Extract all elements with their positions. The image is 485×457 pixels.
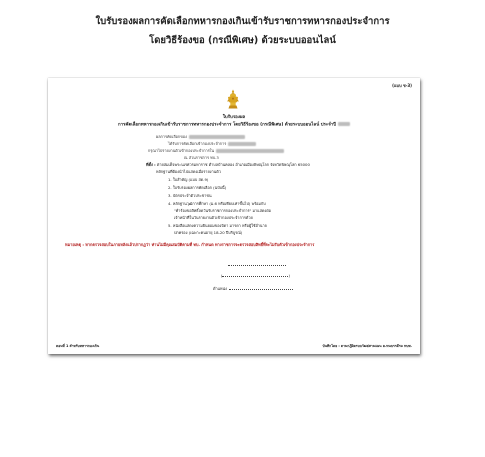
form-code: (แบบ ช-3) [392, 83, 412, 88]
doc-item: 4. หลักฐานวุฒิการศึกษา (ม.6 หรือเทียบเท่าขึ้นไป) พร้อมกับ [168, 201, 266, 206]
footer-right: บันทึกโดย : ตามกฎีผิดรบบวัฒย่สามแผน ค.ทนบรรดีรม ทบท. [322, 344, 412, 348]
result-of-field: ผลการคัดเลือกของ [156, 134, 245, 139]
doc-item: 3. บัตรประจำตัวประชาชน [168, 193, 212, 198]
selected-unit-field: ได้รับการคัดเลือกเข้ากองประจำการ [168, 141, 256, 146]
doc-item: 5. หนังสือแสดงความยินยอมของบิดา มารดา หรือผู้ใช้อำนาจ [168, 223, 267, 228]
doc-item: 2. ใบรับรองผลการคัดเลือก (ฉบับนี้) [168, 185, 227, 190]
footer-left: ตอนที่ 1 สำหรับทหารกองเกิน [56, 344, 100, 348]
signature-line [228, 265, 286, 266]
page-heading-line2: โดยวิธีร้องขอ (กรณีพิเศษ) ด้วยระบบออนไลน์ [149, 35, 336, 46]
certificate-document [48, 78, 420, 354]
doc-item: เจ้าหน้าที่ในวันรายงานตัวเข้ากองประจำการด้วย [174, 215, 253, 220]
unit-location-field: ณ ส่วนราชการ ทบ.3 [184, 155, 219, 160]
address-field: ที่ตั้ง : ต่ายสมเด็จพระนเรศวรมหาราช ตำบลบ้านคลอง อำเภอเมืองพิษณุโลก จังหวัดพิษณุโลก 65000 [146, 162, 310, 167]
page-heading-line1: ใบรับรองผลการคัดเลือกทหารกองเกินเข้ารับราชการทหารกองประจำการ [95, 16, 390, 27]
doc-item: 1. ใบสำคัญ (แบบ สด.9) [168, 177, 209, 182]
required-docs-heading: หลักฐานที่ต้องนำไปแสดงเมื่อรายงานตัว [156, 169, 221, 174]
document-subtitle: การคัดเลือกทหารกองเกินเข้ารับราชการทหารกองประจำการ โดยวิธีร้องขอ (กรณีพิเศษ) ด้วยระบบออนไลน์ ประจำปี [48, 122, 420, 128]
doc-item: "คำร้องขอสิทธิ์ลดวันรับราชการกองประจำการ" มาแสดงต่อ [174, 208, 271, 213]
doc-item: ปกครอง (เฉพาะคนอายุ 18-20 ปีบริบูรณ์) [174, 230, 243, 235]
report-date-field: กรุณาไปรายงานตัวเข้ากองประจำการใน [148, 148, 284, 153]
garuda-emblem-icon [226, 89, 240, 110]
position-line: ตำแหน่ง [213, 286, 293, 291]
document-title: ใบรับรองผล [222, 115, 246, 120]
signature-name-line: ( ) [221, 273, 290, 278]
remark-note: หมายเหตุ : หากตรวจสอบในภายหลังแล้วปรากฏว่า ท่านไม่มีคุณสมบัติตามที่ ทบ. กำหนด ทางราชการจะตรวจสอบสิทธิ์ที่จะไม่รับตัวเข้ากองประจำการ [65, 242, 315, 247]
